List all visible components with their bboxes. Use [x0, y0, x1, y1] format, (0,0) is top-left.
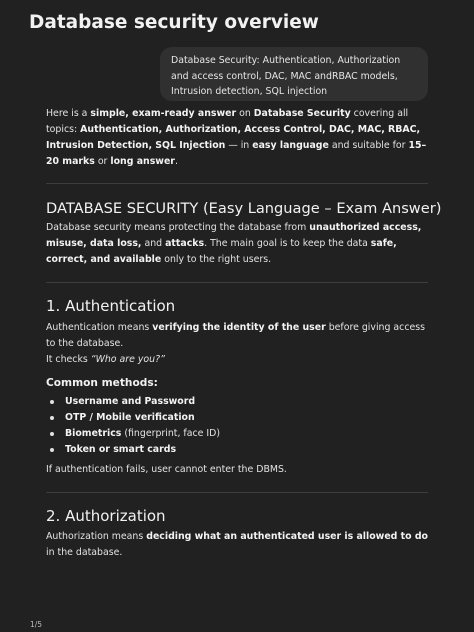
section-divider: [46, 183, 428, 184]
main-text: and: [141, 238, 166, 249]
main-text: Database security means protecting the database from: [46, 222, 310, 233]
page-number: 1/5: [30, 620, 43, 629]
authorization-bold: deciding what an authenticated user is allowed to do: [146, 531, 428, 542]
main-paragraph: [46, 220, 430, 268]
user-message-bubble: [160, 47, 428, 101]
authentication-paragraph: [46, 320, 430, 352]
intro-text: covering all topics:: [46, 108, 409, 135]
bullet-icon: [50, 400, 54, 404]
checks-quote: “Who are you?”: [90, 354, 165, 365]
authentication-text: before giving access to the database.: [46, 322, 426, 349]
intro-bold: simple, exam-ready answer: [90, 108, 237, 119]
methods-list: [46, 394, 430, 458]
authorization-text: in the database.: [46, 547, 123, 558]
intro-paragraph: [46, 106, 428, 170]
intro-text: and suitable for: [328, 140, 409, 151]
section-divider: [46, 282, 428, 283]
bullet-icon: [50, 448, 54, 452]
intro-bold: Authentication, Authorization, Access Control, DAC, MAC, RBAC, Intrusion Detection, SQL Injection: [46, 124, 421, 151]
bullet-icon: [50, 432, 54, 436]
authentication-fail-text: If authentication fails, user cannot enter the DBMS.: [46, 464, 287, 475]
intro-bold: easy language: [252, 140, 329, 151]
authorization-paragraph: [46, 529, 430, 561]
intro-text: or: [94, 156, 111, 167]
intro-text: Here is a: [46, 108, 91, 119]
list-item: [46, 426, 430, 442]
page-title: Database security overview: [29, 12, 319, 33]
main-bold: unauthorized access, misuse, data loss,: [46, 222, 422, 249]
methods-heading: Common methods:: [46, 377, 158, 389]
list-item: [46, 410, 430, 426]
method-name: Biometrics: [65, 428, 122, 439]
checks-text: It checks: [46, 354, 91, 365]
intro-text: .: [174, 156, 178, 167]
authentication-text: Authentication means: [46, 322, 153, 333]
section-divider: [46, 492, 428, 493]
intro-text: — in: [225, 140, 253, 151]
intro-text: on: [236, 108, 254, 119]
main-heading: DATABASE SECURITY (Easy Language – Exam Answer): [46, 200, 442, 217]
method-name: OTP / Mobile verification: [65, 412, 195, 423]
main-bold: attacks: [165, 238, 205, 249]
intro-bold: Database Security: [253, 108, 351, 119]
main-text: only to the right users.: [161, 254, 272, 265]
authorization-heading: 2. Authorization: [46, 507, 166, 525]
assistant-response: [46, 106, 442, 561]
authentication-bold: verifying the identity of the user: [152, 322, 326, 333]
intro-bold: 15–20 marks: [46, 140, 427, 167]
authentication-checks: [46, 352, 430, 368]
authorization-text: Authorization means: [46, 531, 147, 542]
bullet-icon: [50, 416, 54, 420]
method-name: Username and Password: [65, 396, 196, 407]
method-detail: (fingerprint, face ID): [121, 428, 221, 439]
main-bold: safe, correct, and available: [46, 238, 397, 265]
intro-bold: long answer: [110, 156, 175, 167]
user-message-text: Database Security: Authentication, Authorization and access control, DAC, MAC andRBAC models, Intrusion detection, SQL injection: [171, 55, 401, 97]
list-item: [46, 394, 430, 410]
authentication-heading: 1. Authentication: [46, 297, 176, 315]
method-name: Token or smart cards: [65, 444, 177, 455]
list-item: [46, 442, 430, 458]
main-text: . The main goal is to keep the data: [204, 238, 371, 249]
